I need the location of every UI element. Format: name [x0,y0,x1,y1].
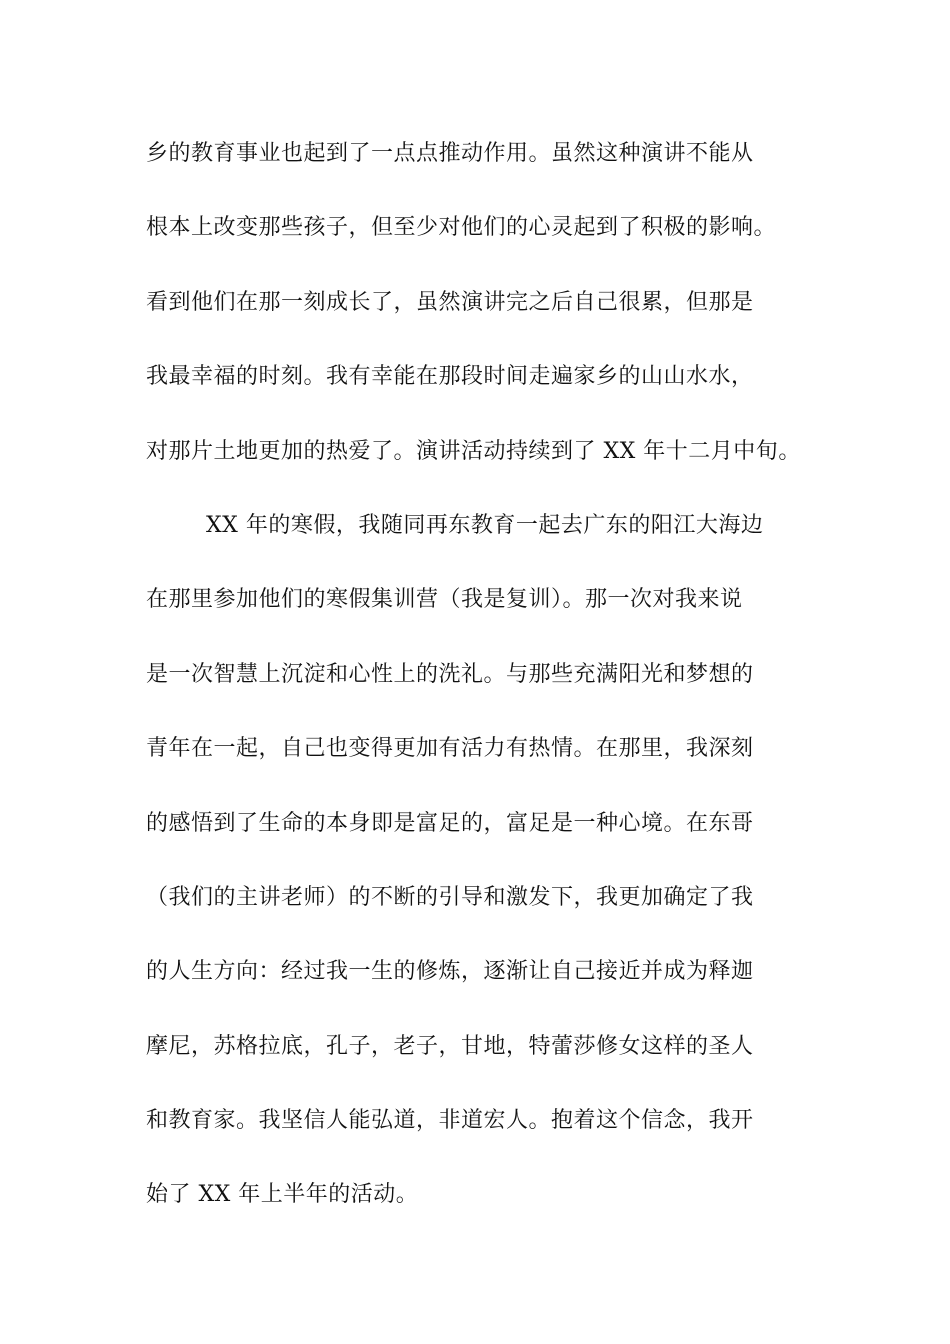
text-line: （我们的主讲老师）的不断的引导和激发下，我更加确定了我 [146,884,754,910]
body-text [146,134,826,1250]
text-line: 是一次智慧上沉淀和心性上的洗礼。与那些充满阳光和梦想的 [146,661,754,687]
text-line: 的人生方向：经过我一生的修炼，逐渐让自己接近并成为释迦 [146,959,754,985]
text-line: 乡的教育事业也起到了一点点推动作用。虽然这种演讲不能从 [146,141,754,166]
paragraph-start-line: XX 年的寒假，我随同再东教育一起去广东的阳江大海边 [206,512,764,538]
text-line: 我最幸福的时刻。我有幸能在那段时间走遍家乡的山山水水， [146,364,754,390]
text-line: 根本上改变那些孩子，但至少对他们的心灵起到了积极的影响。 [146,215,777,241]
text-line: 在那里参加他们的寒假集训营（我是复训）。那一次对我来说 [146,587,743,613]
text-line: 看到他们在那一刻成长了，虽然演讲完之后自己很累，但那是 [146,289,754,315]
text-line: 的感悟到了生命的本身即是富足的，富足是一种心境。在东哥 [146,810,754,836]
text-line: 对那片土地更加的热爱了。演讲活动持续到了 XX 年十二月中旬。 [146,438,801,464]
text-line: 摩尼，苏格拉底，孔子，老子，甘地，特蕾莎修女这样的圣人 [146,1033,754,1059]
text-line: 青年在一起，自己也变得更加有活力有热情。在那里，我深刻 [146,736,754,762]
text-line: 和教育家。我坚信人能弘道，非道宏人。抱着这个信念，我开 [146,1108,754,1134]
text-line: 始了 XX 年上半年的活动。 [146,1182,419,1208]
